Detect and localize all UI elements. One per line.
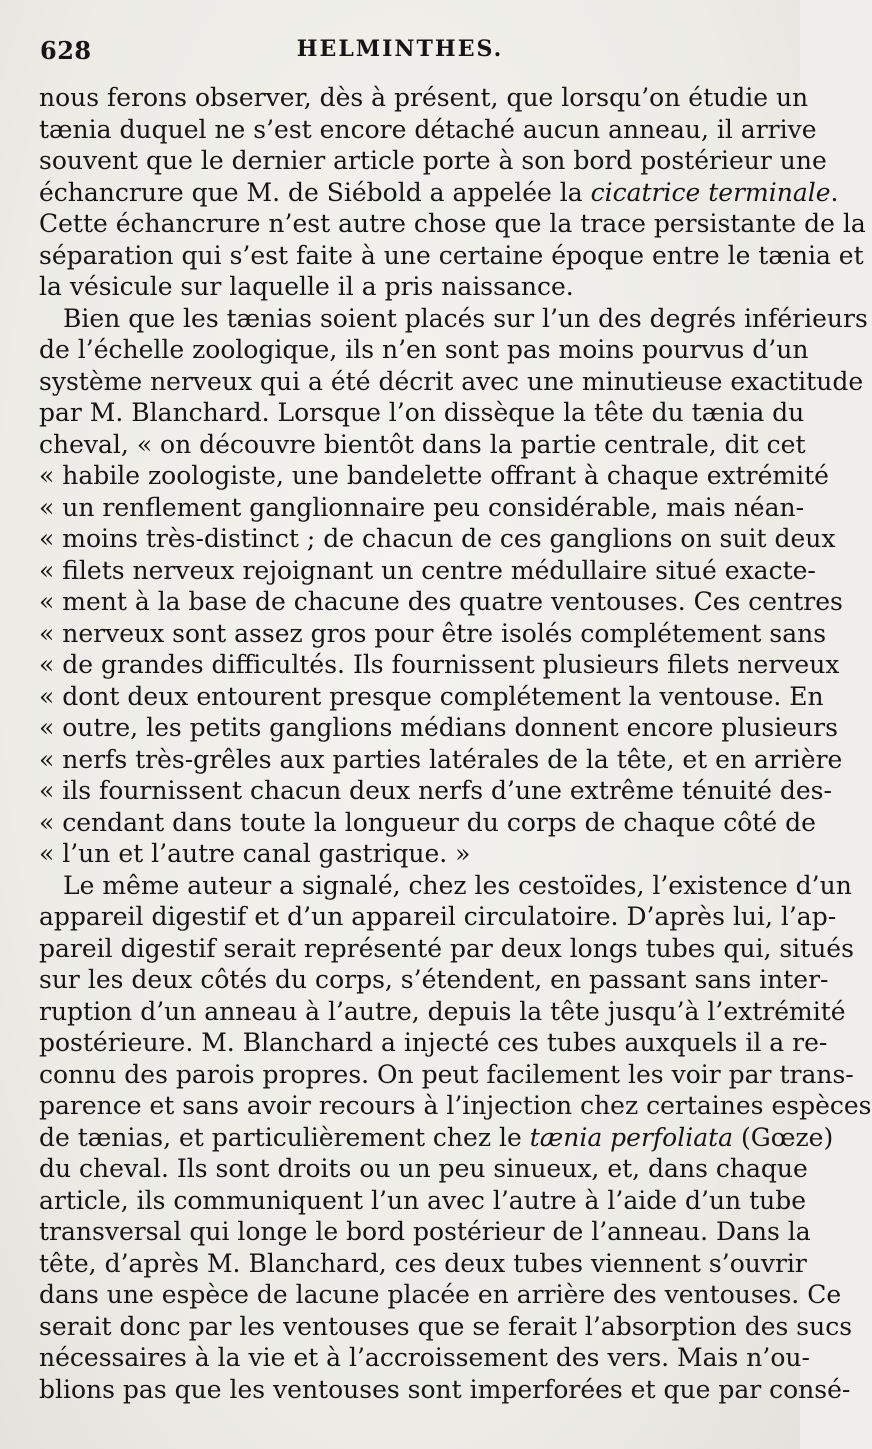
text-line: « outre, les petits ganglions médians donnent encore plusieurs	[39, 713, 838, 742]
text-line: appareil digestif et d’un appareil circulatoire. D’après lui, l’ap-	[39, 902, 837, 931]
page-number: 628	[40, 36, 92, 65]
page-header	[40, 28, 760, 68]
text-line: ruption d’un anneau à l’autre, depuis la tête jusqu’à l’extrémité	[39, 996, 846, 1026]
text-line: « nerveux sont assez gros pour être isolés complétement sans	[39, 618, 827, 648]
text-line: parence et sans avoir recours à l’injection chez certaines espèces	[39, 1091, 872, 1120]
text-line: « de grandes difficultés. Ils fournissent plusieurs filets nerveux	[39, 650, 840, 679]
text-line: souvent que le dernier article porte à son bord postérieur une	[39, 146, 827, 175]
text-line: « cendant dans toute la longueur du corps de chaque côté de	[39, 807, 816, 837]
text-line: de l’échelle zoologique, ils n’en sont pas moins pourvus d’un	[39, 335, 809, 364]
text-line: nécessaires à la vie et à l’accroissement des vers. Mais n’ou-	[39, 1343, 810, 1372]
text-line: « moins très-distinct ; de chacun de ces ganglions on suit deux	[39, 524, 836, 553]
text-line: sur les deux côtés du corps, s’étendent, en passant sans inter-	[39, 965, 829, 994]
text-line: pareil digestif serait représenté par deux longs tubes qui, situés	[39, 933, 854, 963]
text-line: tête, d’après M. Blanchard, ces deux tubes viennent s’ouvrir	[39, 1248, 807, 1278]
text-line: « ils fournissent chacun deux nerfs d’une extrême ténuité des-	[39, 776, 832, 805]
text-line: cheval, « on découvre bientôt dans la partie centrale, dit cet	[39, 429, 806, 459]
text-line: échancrure que M. de Siébold a appelée la cicatrice terminale.	[39, 177, 839, 207]
text-line: « ment à la base de chacune des quatre ventouses. Ces centres	[39, 587, 843, 616]
text-line: blions pas que les ventouses sont imperforées et que par consé-	[39, 1374, 851, 1404]
text-line: dans une espèce de lacune placée en arrière des ventouses. Ce	[39, 1280, 842, 1309]
text-line: transversal qui longe le bord postérieur de l’anneau. Dans la	[39, 1217, 811, 1246]
italic-term: cicatrice terminale	[590, 177, 831, 207]
text-line: Cette échancrure n’est autre chose que la trace persistante de la	[39, 209, 866, 238]
text-line: du cheval. Ils sont droits ou un peu sinueux, et, dans chaque	[39, 1154, 808, 1183]
text-line: postérieure. M. Blanchard a injecté ces tubes auxquels il a re-	[39, 1028, 828, 1057]
text-line: « l’un et l’autre canal gastrique. »	[39, 839, 471, 868]
running-title: HELMINTHES.	[296, 36, 504, 62]
text-line: séparation qui s’est faite à une certaine époque entre le tænia et	[39, 240, 864, 270]
text-line: « habile zoologiste, une bandelette offrant à chaque extrémité	[39, 461, 829, 490]
italic-term: tænia perfoliata	[529, 1122, 734, 1152]
text-line: système nerveux qui a été décrit avec une minutieuse exactitude	[39, 366, 864, 396]
text-line: connu des parois propres. On peut facilement les voir par trans-	[39, 1059, 854, 1089]
text-line: Bien que les tænias soient placés sur l’un des degrés inférieurs	[63, 303, 868, 333]
text-line: Le même auteur a signalé, chez les cestoïdes, l’existence d’un	[63, 870, 852, 900]
text-line: article, ils communiquent l’un avec l’autre à l’aide d’un tube	[39, 1185, 807, 1215]
text-line: nous ferons observer, dès à présent, que lorsqu’on étudie un	[39, 83, 809, 112]
text-line: « filets nerveux rejoignant un centre médullaire situé exacte-	[39, 555, 816, 585]
text-line: serait donc par les ventouses que se ferait l’absorption des sucs	[39, 1311, 853, 1341]
text-line: de tænias, et particulièrement chez le tænia perfoliata (Gœze)	[39, 1122, 834, 1152]
text-line: « nerfs très-grêles aux parties latérales de la tête, et en arrière	[39, 744, 843, 774]
text-line: par M. Blanchard. Lorsque l’on dissèque la tête du tænia du	[39, 398, 805, 427]
text-line: la vésicule sur laquelle il a pris naissance.	[39, 272, 574, 301]
body-text	[39, 82, 872, 1405]
text-line: tænia duquel ne s’est encore détaché aucun anneau, il arrive	[39, 114, 817, 144]
text-line: « dont deux entourent presque complétement la ventouse. En	[39, 681, 824, 711]
text-line: « un renflement ganglionnaire peu considérable, mais néan-	[39, 492, 805, 522]
